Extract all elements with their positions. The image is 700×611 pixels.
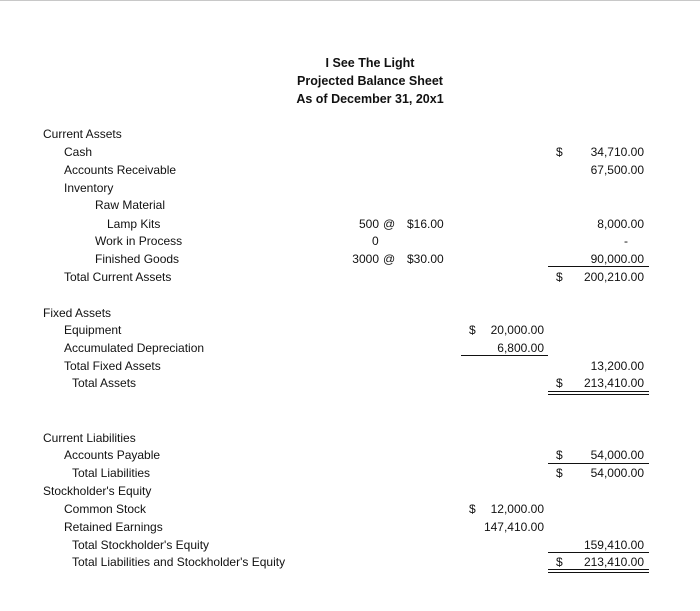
retained-earnings-value: 147,410.00 [483, 520, 544, 534]
accumulated-depreciation-label: Accumulated Depreciation [64, 341, 205, 355]
accounts-receivable-value: 67,500.00 [590, 163, 644, 177]
cash-dollar-sign: $ [556, 145, 563, 159]
total-assets-dollar-sign: $ [556, 376, 563, 390]
work-in-process-label: Work in Process [95, 234, 183, 248]
work-in-process-value: - [624, 234, 628, 248]
lamp-kits-quantity: 500 [358, 217, 379, 231]
total-liabilities-and-equity-dollar-sign: $ [556, 555, 563, 569]
lamp-kits-label: Lamp Kits [107, 217, 161, 231]
double-underline-total-le-1 [548, 569, 649, 570]
equipment-label: Equipment [64, 323, 122, 337]
accounts-payable-value: 54,000.00 [590, 448, 644, 462]
work-in-process-quantity: 0 [372, 234, 379, 248]
finished-goods-label: Finished Goods [95, 252, 180, 266]
raw-material-label: Raw Material [95, 198, 166, 212]
total-stockholders-equity-value: 159,410.00 [583, 538, 644, 552]
current-liabilities-heading: Current Liabilities [43, 431, 136, 445]
cash-value: 34,710.00 [590, 145, 644, 159]
underline-depreciation [461, 355, 548, 356]
total-liabilities-label: Total Liabilities [72, 466, 151, 480]
top-border [0, 0, 700, 1]
accounts-receivable-label: Accounts Receivable [64, 163, 177, 177]
fixed-assets-heading: Fixed Assets [43, 306, 112, 320]
lamp-kits-at: @ [383, 217, 396, 231]
cash-label: Cash [64, 145, 93, 159]
total-fixed-assets-value: 13,200.00 [590, 359, 644, 373]
total-fixed-assets-label: Total Fixed Assets [64, 359, 161, 373]
total-liabilities-value: 54,000.00 [590, 466, 644, 480]
total-stockholders-equity-label: Total Stockholder's Equity [72, 538, 210, 552]
lamp-kits-value: 8,000.00 [597, 217, 644, 231]
stockholders-equity-heading: Stockholder's Equity [43, 484, 152, 498]
common-stock-value: 12,000.00 [490, 502, 544, 516]
equipment-value: 20,000.00 [490, 323, 544, 337]
underline-accounts-payable [548, 463, 649, 464]
total-current-assets-value: 200,210.00 [583, 270, 644, 284]
total-liabilities-and-equity-label: Total Liabilities and Stockholder's Equity [72, 555, 286, 569]
double-underline-total-assets-2 [548, 394, 649, 395]
total-liabilities-dollar-sign: $ [556, 466, 563, 480]
accounts-payable-dollar-sign: $ [556, 448, 563, 462]
double-underline-total-le-2 [548, 572, 649, 573]
common-stock-dollar-sign: $ [469, 502, 476, 516]
finished-goods-quantity: 3000 [352, 252, 379, 266]
lamp-kits-unit-price: $16.00 [407, 217, 444, 231]
total-current-assets-label: Total Current Assets [64, 270, 172, 284]
report-date: As of December 31, 20x1 [296, 92, 444, 106]
inventory-label: Inventory [64, 181, 114, 195]
total-assets-value: 213,410.00 [583, 376, 644, 390]
company-name: I See The Light [325, 56, 415, 70]
total-assets-label: Total Assets [72, 376, 137, 390]
current-assets-heading: Current Assets [43, 127, 122, 141]
double-underline-total-assets-1 [548, 391, 649, 392]
accounts-payable-label: Accounts Payable [64, 448, 161, 462]
accumulated-depreciation-value: 6,800.00 [497, 341, 544, 355]
underline-total-equity [548, 552, 649, 553]
retained-earnings-label: Retained Earnings [64, 520, 163, 534]
finished-goods-value: 90,000.00 [590, 252, 644, 266]
common-stock-label: Common Stock [64, 502, 147, 516]
equipment-dollar-sign: $ [469, 323, 476, 337]
report-title: Projected Balance Sheet [297, 74, 443, 88]
finished-goods-unit-price: $30.00 [407, 252, 444, 266]
underline-finished-goods [548, 266, 649, 267]
total-current-assets-dollar-sign: $ [556, 270, 563, 284]
total-liabilities-and-equity-value: 213,410.00 [583, 555, 644, 569]
finished-goods-at: @ [383, 252, 396, 266]
